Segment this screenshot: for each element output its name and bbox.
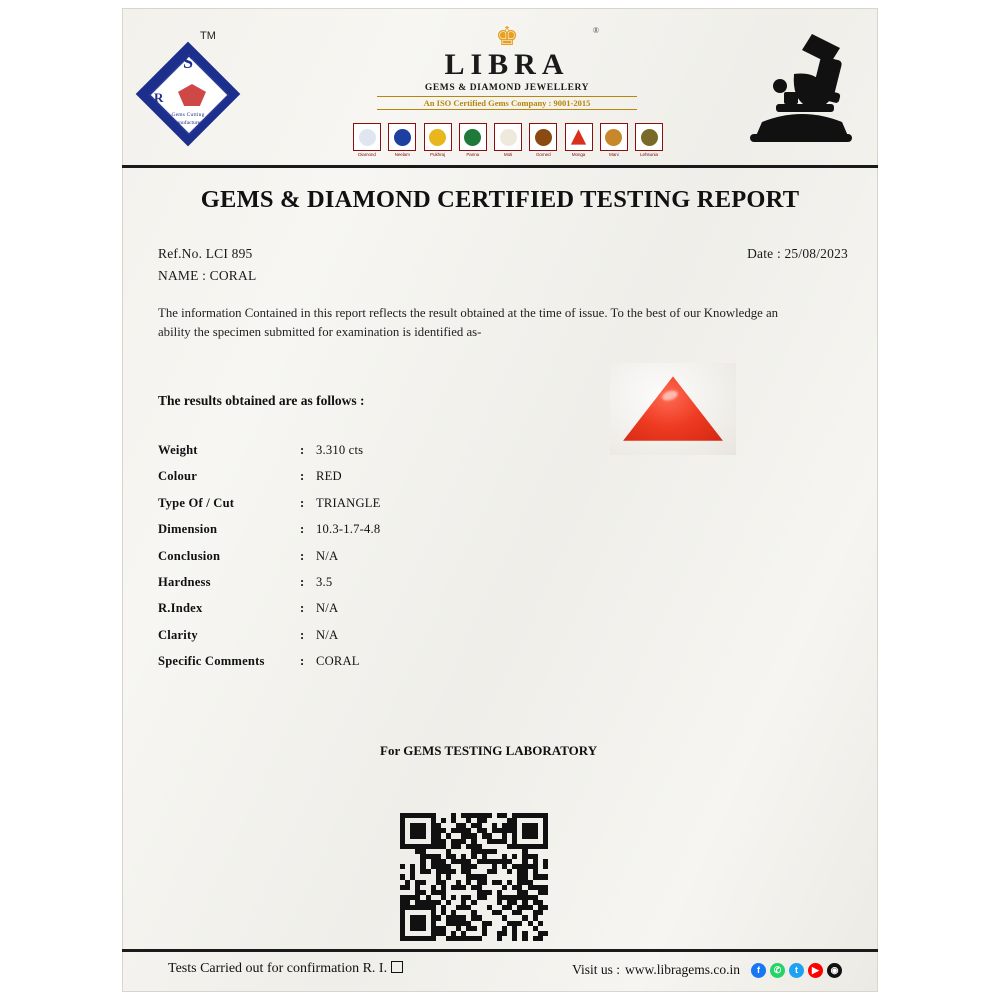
table-row	[158, 601, 488, 627]
logo-letter-s: S	[182, 52, 193, 72]
row-value: 3.310 cts	[316, 443, 364, 457]
document-footer	[122, 952, 878, 992]
footer-note	[168, 961, 403, 977]
row-colon: :	[300, 443, 305, 457]
date-label: Date :	[747, 246, 781, 261]
gem-caption: Monga	[571, 152, 586, 157]
row-value: TRIANGLE	[316, 495, 381, 510]
issue-date	[747, 246, 848, 262]
page-title: GEMS & DIAMOND CERTIFIED TESTING REPORT	[200, 186, 800, 213]
document-header	[122, 8, 878, 168]
row-colon: :	[300, 469, 305, 484]
ref-label: Ref.No.	[158, 246, 203, 261]
gem-caption: Lehsunia	[640, 152, 658, 157]
gem-swatch-box	[353, 123, 381, 151]
row-colon: :	[300, 548, 305, 563]
row-colon: :	[300, 522, 305, 537]
qr-code[interactable]	[400, 813, 548, 941]
footer-note-text: Tests Carried out for confirmation R. I.	[168, 961, 388, 976]
meta-row-name	[158, 268, 848, 284]
checkbox-icon	[391, 961, 403, 973]
gem-swatch-dot	[394, 129, 411, 146]
row-label: Conclusion	[158, 548, 221, 563]
logo-letter-r: R	[154, 90, 164, 105]
gem-swatch-dot	[359, 129, 376, 146]
gemstone-triangle-shape	[621, 375, 725, 445]
gem-swatch-box	[600, 123, 628, 151]
row-label: Type Of / Cut	[158, 495, 235, 510]
row-label: R.Index	[158, 601, 203, 616]
row-label: Dimension	[158, 522, 218, 537]
twitter-icon[interactable]: t	[789, 963, 804, 978]
website-link[interactable]: www.libragems.co.in	[625, 962, 740, 977]
gem-cell	[564, 123, 594, 157]
gem-swatch-dot	[429, 129, 446, 146]
gem-caption: Panna	[466, 152, 480, 157]
gem-caption: Mani	[608, 152, 619, 157]
table-row	[158, 443, 488, 469]
trademark-label: TM	[200, 30, 216, 42]
row-value: N/A	[316, 627, 339, 642]
table-row	[158, 522, 488, 548]
gem-cell	[599, 123, 629, 157]
row-colon: :	[300, 654, 305, 669]
date-value: 25/08/2023	[784, 246, 848, 261]
gem-type-strip	[352, 123, 664, 157]
row-colon: :	[300, 574, 305, 589]
table-row	[158, 496, 488, 522]
laboratory-signature-line: For GEMS TESTING LABORATORY	[380, 743, 598, 758]
gem-swatch-dot	[464, 129, 481, 146]
ref-number	[158, 246, 253, 262]
whatsapp-icon[interactable]: ✆	[770, 963, 785, 978]
gem-swatch-box	[565, 123, 593, 151]
gem-cell	[423, 123, 453, 157]
gem-cell	[634, 123, 664, 157]
qr-module	[543, 936, 548, 941]
social-icons	[751, 963, 842, 978]
certificate-document	[122, 8, 878, 992]
gem-cell	[493, 123, 523, 157]
row-label: Colour	[158, 469, 197, 484]
row-value: RED	[316, 469, 342, 484]
youtube-icon[interactable]: ▶	[808, 963, 823, 978]
brand-block	[377, 24, 637, 110]
gem-swatch-box	[388, 123, 416, 151]
gem-swatch-box	[459, 123, 487, 151]
brand-subtitle: GEMS & DIAMOND JEWELLERY	[424, 83, 590, 93]
gem-cell	[528, 123, 558, 157]
brand-name: LIBRA	[444, 48, 570, 81]
iso-badge: An ISO Certified Gems Company : 9001-2015	[377, 96, 637, 110]
row-colon: :	[300, 495, 305, 510]
gem-swatch-box	[635, 123, 663, 151]
row-value: 10.3-1.7-4.8	[316, 522, 381, 537]
gem-caption: Pukhraj	[430, 152, 445, 157]
instagram-icon[interactable]: ◉	[827, 963, 842, 978]
gem-cell	[352, 123, 382, 157]
name-label: NAME :	[158, 268, 207, 283]
disclaimer-text: The information Contained in this report reflects the result obtained at the time of issue. To the best of our Knowledge an ability the specimen submitted for examination is identified as-	[158, 306, 779, 339]
gem-swatch-dot	[535, 129, 552, 146]
facebook-icon[interactable]: f	[751, 963, 766, 978]
microscope-icon	[740, 30, 860, 146]
meta-row-ref-date	[158, 246, 848, 262]
gemstone-photo	[610, 363, 736, 455]
row-colon: :	[300, 601, 305, 616]
row-value: N/A	[316, 548, 339, 563]
gem-swatch-box	[424, 123, 452, 151]
crown-icon: ♚	[495, 22, 519, 51]
row-label: Clarity	[158, 627, 198, 642]
header-divider	[122, 165, 878, 168]
gem-swatch-box	[529, 123, 557, 151]
registered-mark: ®	[592, 26, 599, 35]
meta-block	[158, 246, 848, 290]
visit-label: Visit us :	[572, 962, 621, 977]
gem-cell	[458, 123, 488, 157]
specimen-name	[158, 268, 256, 284]
gem-caption: Neelam	[394, 152, 410, 157]
table-row	[158, 549, 488, 575]
gem-swatch-dot	[641, 129, 658, 146]
footer-visit	[572, 962, 842, 978]
gem-swatch-dot	[500, 129, 517, 146]
results-table	[158, 443, 488, 681]
gem-caption: Gomed	[535, 152, 551, 157]
row-colon: :	[300, 627, 305, 642]
table-row	[158, 469, 488, 495]
logo-tagline-line2: Manufacturers	[171, 120, 205, 126]
name-value: CORAL	[209, 268, 257, 283]
gem-swatch-dot	[570, 129, 587, 146]
row-label: Hardness	[158, 574, 211, 589]
table-row	[158, 654, 488, 680]
row-value: CORAL	[316, 654, 360, 669]
table-row	[158, 575, 488, 601]
gem-swatch-dot	[605, 129, 622, 146]
gem-swatch-box	[494, 123, 522, 151]
gem-cell	[387, 123, 417, 157]
row-value: N/A	[316, 601, 339, 616]
results-heading: The results obtained are as follows :	[158, 393, 365, 408]
row-label: Specific Comments	[158, 654, 265, 669]
ref-value: LCI 895	[205, 246, 253, 261]
row-value: 3.5	[316, 574, 333, 589]
logo-tagline-line1: Gems Cutting	[171, 112, 205, 118]
libra-diamond-logo	[132, 38, 244, 150]
gem-caption: Moti	[503, 152, 513, 157]
gem-caption: Diamond	[358, 152, 376, 157]
table-row	[158, 628, 488, 654]
qr-code-grid	[400, 813, 548, 941]
row-label: Weight	[158, 443, 198, 457]
